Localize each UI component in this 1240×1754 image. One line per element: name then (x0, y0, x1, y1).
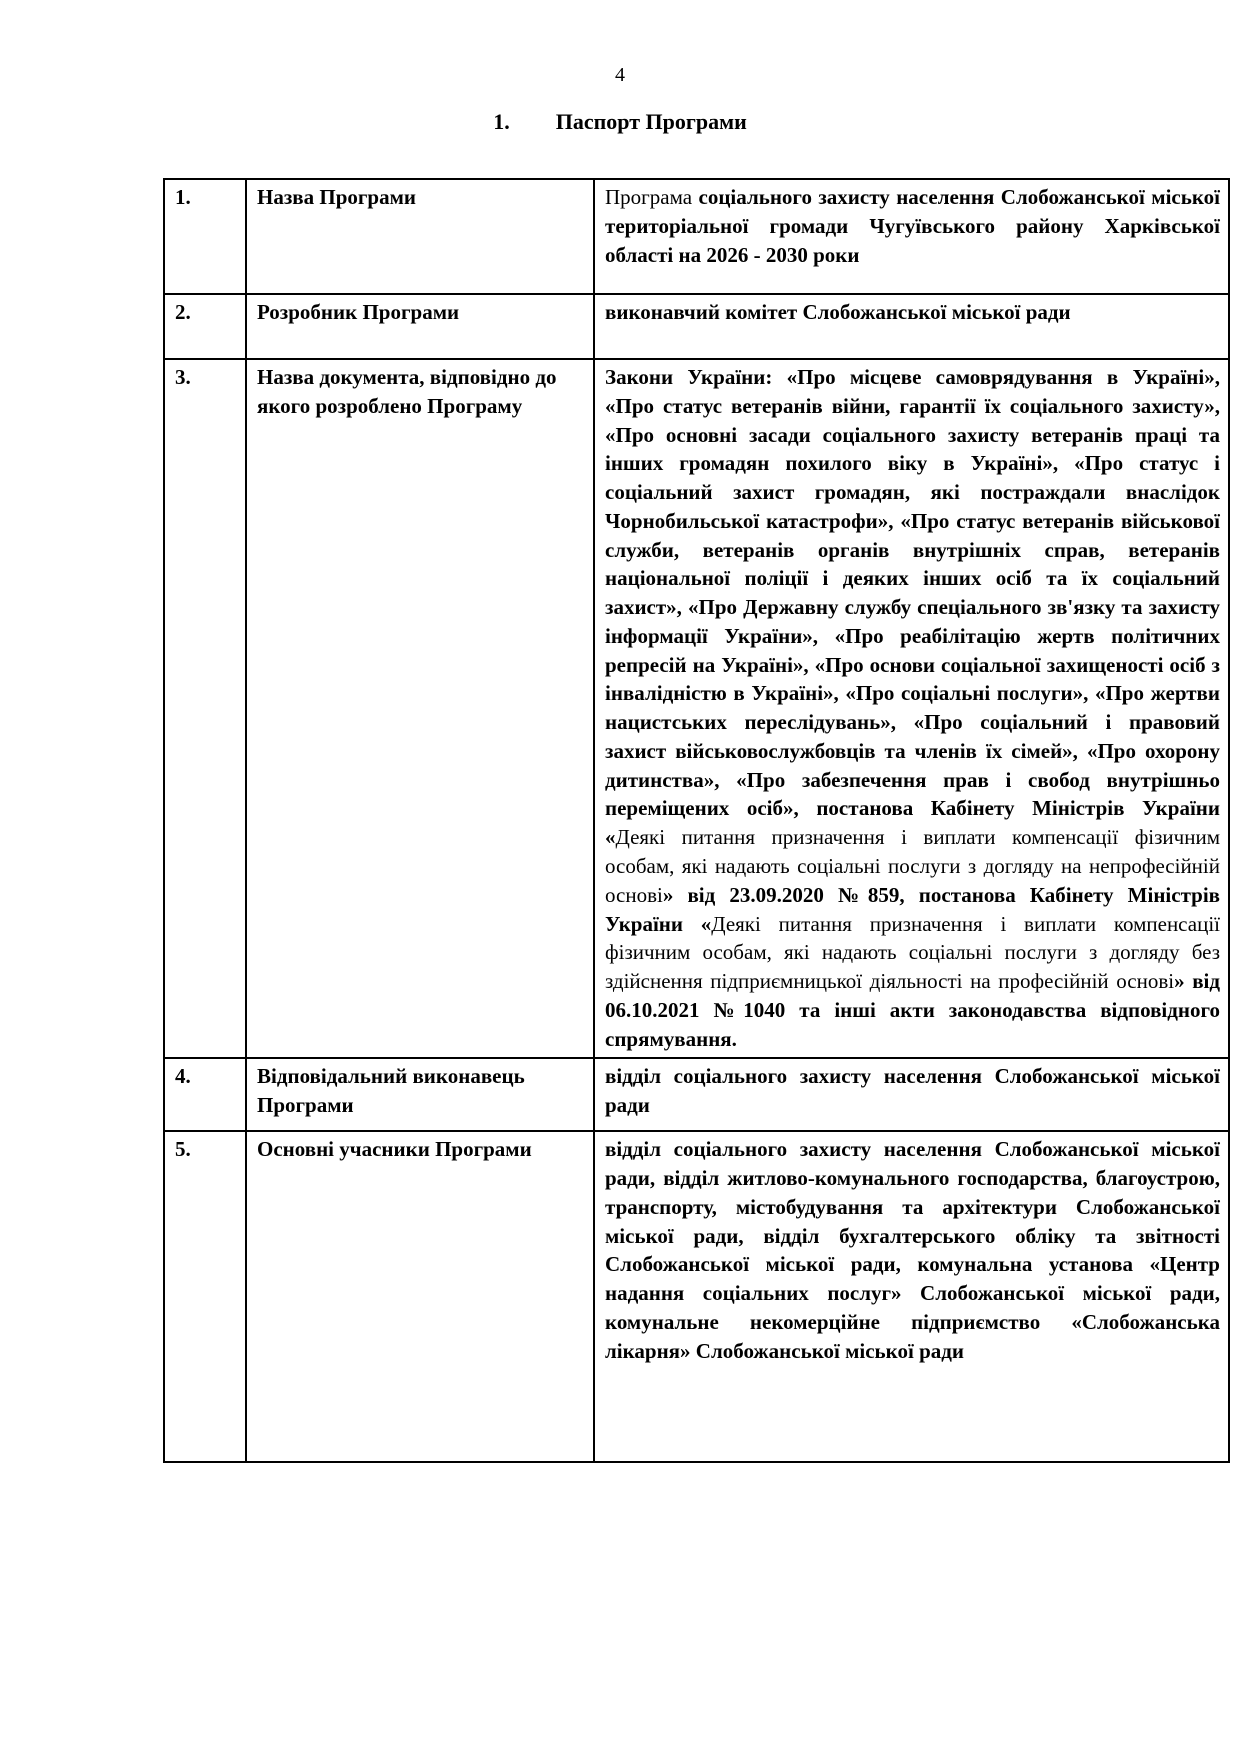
row-number-cell: 5. (164, 1131, 246, 1462)
row-number-cell: 3. (164, 359, 246, 1058)
passport-table (163, 178, 1230, 1463)
row-label-cell: Розробник Програми (246, 294, 594, 359)
text-segment: виконавчий комітет Слобожанської міської ради (605, 300, 1071, 324)
table-row (164, 1058, 1229, 1131)
heading-number: 1. (493, 109, 510, 134)
table-row (164, 294, 1229, 359)
row-value-cell (594, 359, 1229, 1058)
heading-title: Паспорт Програми (555, 109, 747, 134)
row-label-cell: Відповідальний виконавець Програми (246, 1058, 594, 1131)
table-row (164, 1131, 1229, 1462)
row-label-cell: Назва документа, відповідно до якого розроблено Програму (246, 359, 594, 1058)
text-segment: Деякі питання призначення і виплати компенсації фізичним особам, які надають соціальні послуги з догляду на непрофесійній основі (605, 825, 1220, 907)
row-label-cell: Назва Програми (246, 179, 594, 294)
row-value-cell (594, 179, 1229, 294)
row-value-cell (594, 1131, 1229, 1462)
row-value-cell (594, 294, 1229, 359)
text-segment: соціального захисту населення Слобожанської міської територіальної громади Чугуївського району Харківської області на 2026 - 2030 роки (605, 185, 1220, 267)
text-segment: » від 06.10.2021 №1040 та інші акти законодавства відповідного спрямування. (605, 969, 1220, 1051)
table-row (164, 179, 1229, 294)
text-segment: відділ соціального захисту населення Слобожанської міської ради, відділ житлово-комунального господарства, благоустрою, транспорту, містобудування та архітектури Слобожанської міської ради, відділ бухгалтерського обліку та звітності Слобожанської міської ради, комунальна установа «Центр надання соціальних послуг» Слобожанської міської ради, комунальне некомерційне підприємство «Слобожанська лікарня» Слобожанської міської ради (605, 1137, 1220, 1363)
text-segment: Закони України: «Про місцеве самоврядування в Україні», «Про статус ветеранів війни, гарантії їх соціального захисту», «Про основні засади соціального захисту ветеранів праці та інших громадян похилого віку в Україні», «Про статус і соціальний захист громадян, які постраждали внаслідок Чорнобильської катастрофи», «Про статус ветеранів військової служби, ветеранів органів внутрішніх справ, ветеранів національної поліції і деяких інших осіб та їх соціальний захист», «Про Державну службу спеціального зв'язку та захисту інформації України», «Про реабілітацію жертв політичних репресій на Україні», «Про основи соціальної захищеності осіб з інвалідністю в Україні», «Про соціальні послуги», «Про жертви нацистських переслідувань», «Про соціальний і правовий захист військовослужбовців та членів їх сімей», «Про охорону дитинства», «Про забезпечення прав і свобод внутрішньо переміщених осіб», постанова Кабінету Міністрів України « (605, 365, 1220, 850)
row-number-cell: 2. (164, 294, 246, 359)
text-segment: Програма (605, 185, 699, 209)
section-heading (0, 108, 1240, 136)
passport-table-body (164, 179, 1229, 1462)
text-segment: відділ соціального захисту населення Слобожанської міської ради (605, 1064, 1220, 1118)
page-number: 4 (615, 64, 625, 86)
row-number-cell: 1. (164, 179, 246, 294)
row-number-cell: 4. (164, 1058, 246, 1131)
row-value-cell (594, 1058, 1229, 1131)
row-label-cell: Основні учасники Програми (246, 1131, 594, 1462)
text-segment: Деякі питання призначення і виплати компенсації фізичним особам, які надають соціальні послуги з догляду без здійснення підприємницької діяльності на професійній основі (605, 911, 1220, 994)
text-segment: » від 23.09.2020 №859, постанова Кабінету Міністрів України « (605, 882, 1220, 936)
table-row (164, 359, 1229, 1058)
